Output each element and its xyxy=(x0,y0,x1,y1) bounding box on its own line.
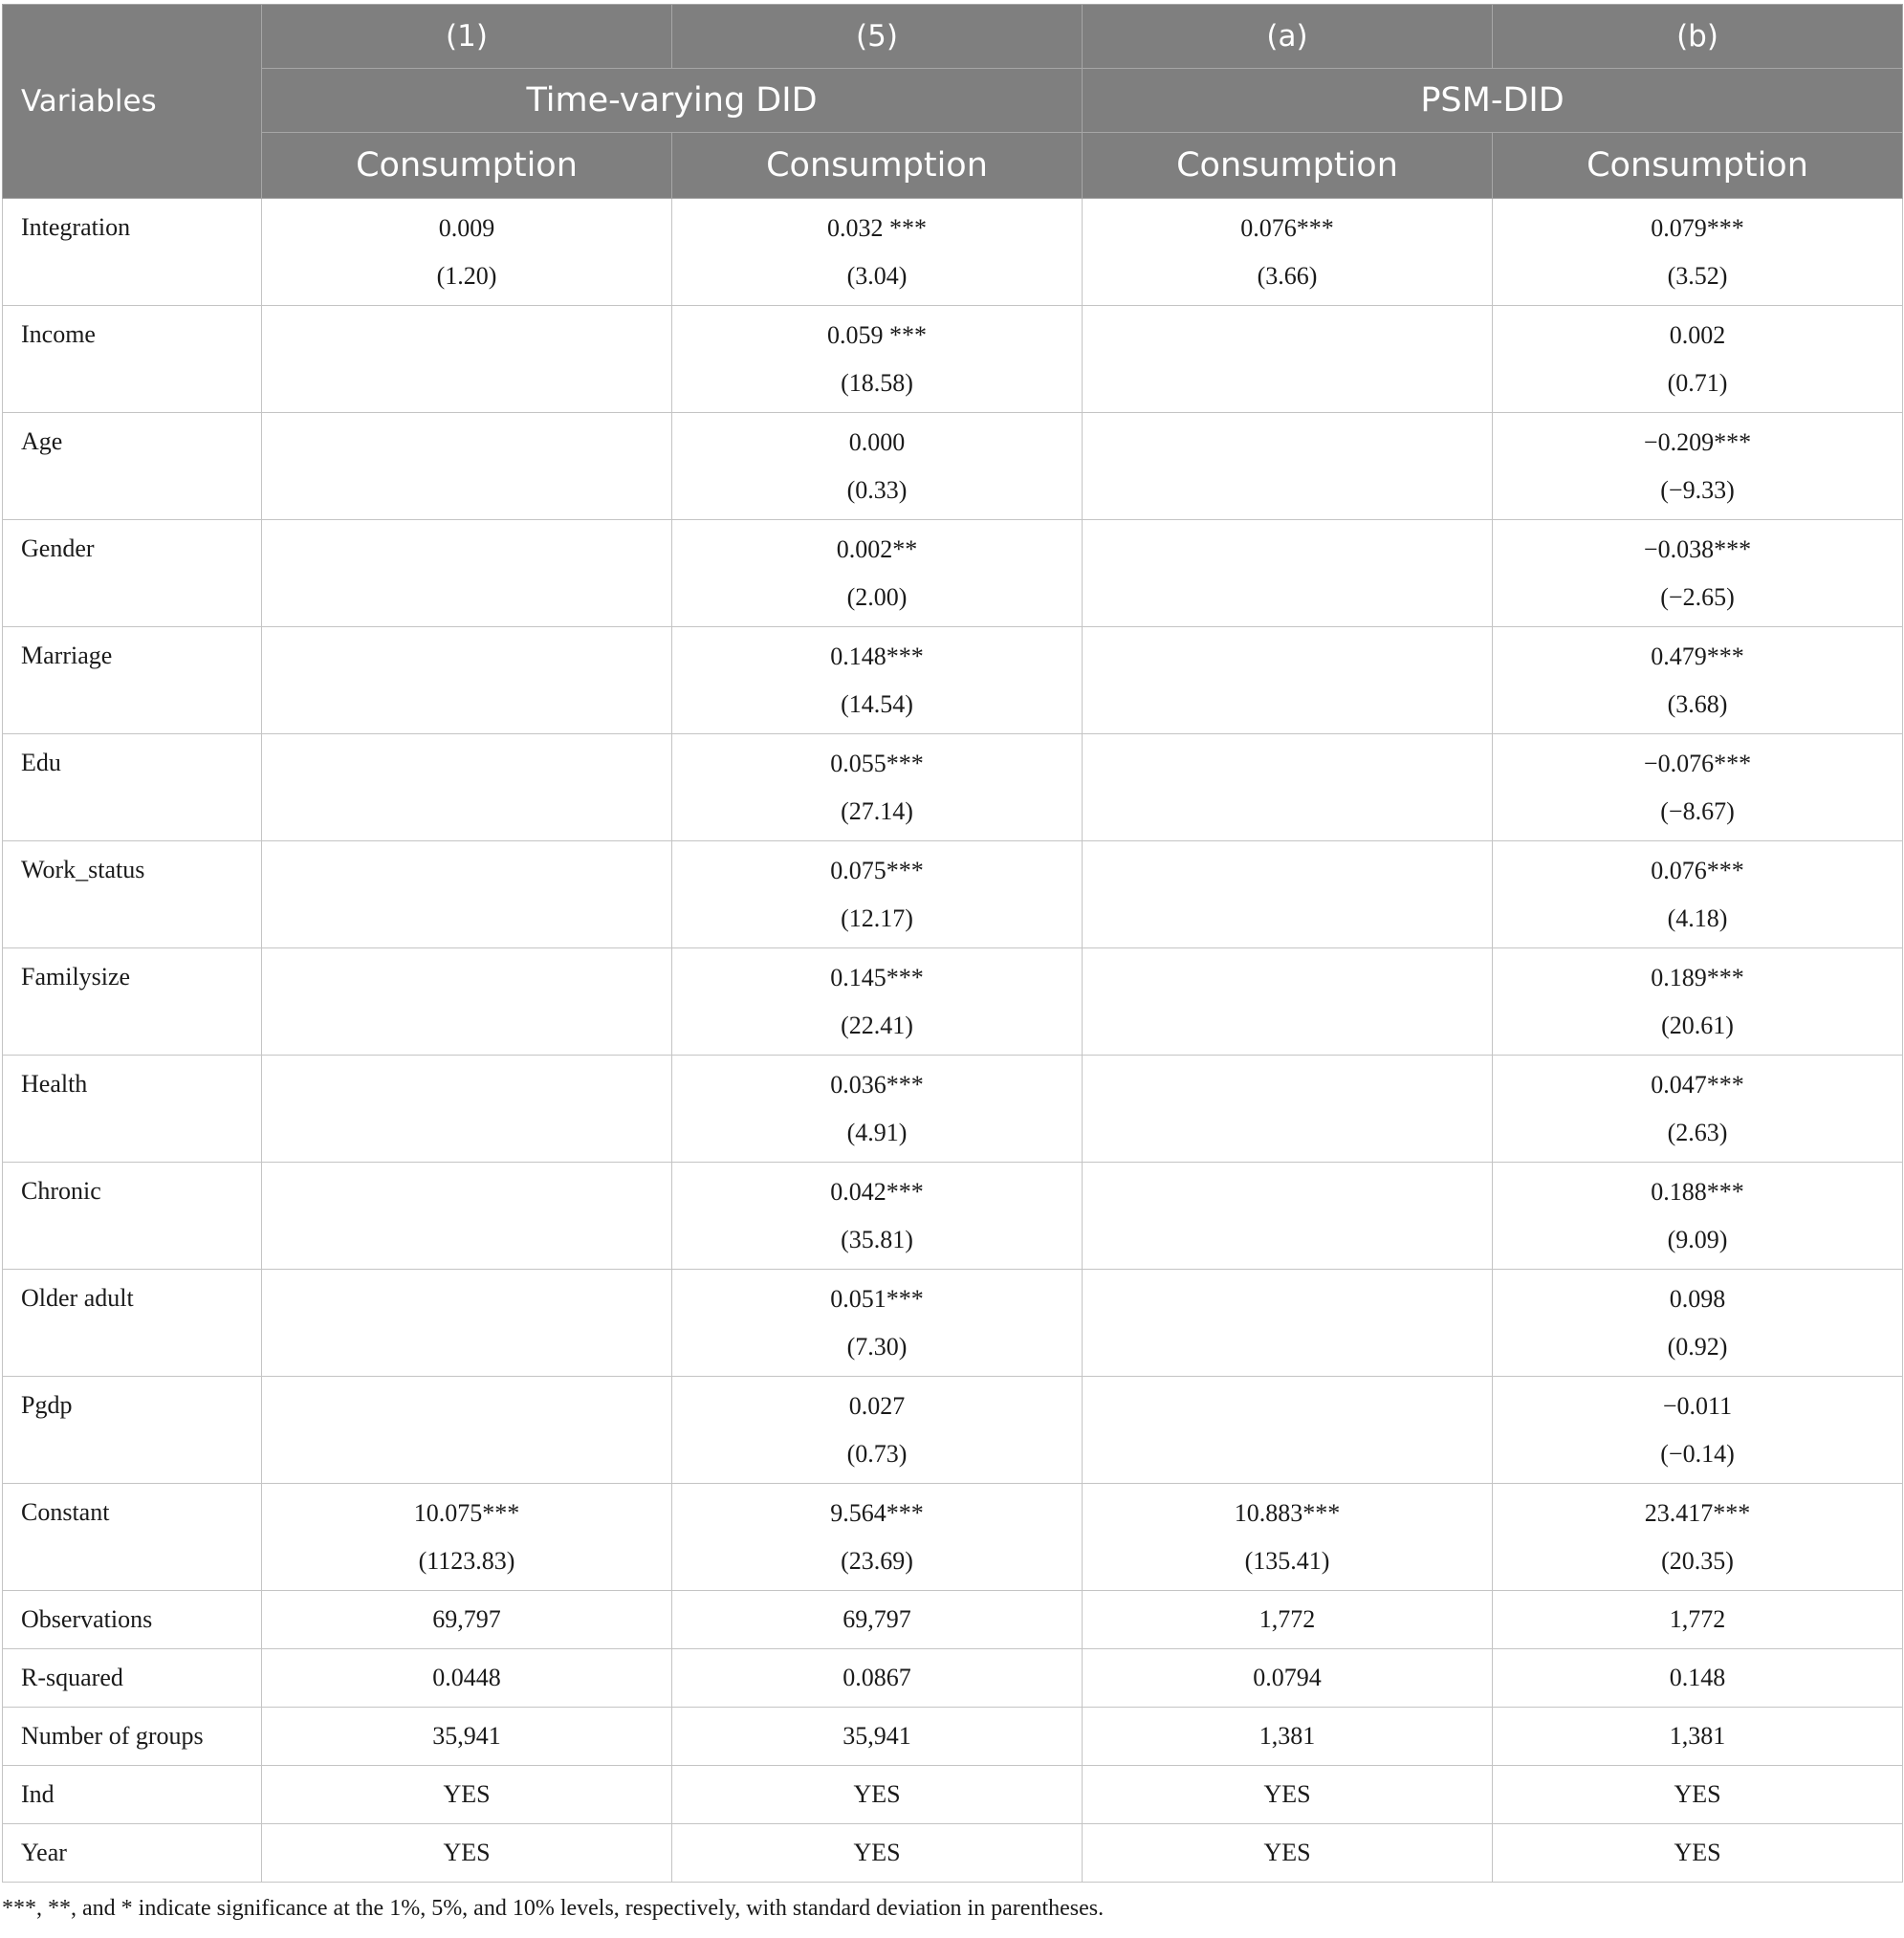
coef-cell xyxy=(1493,199,1903,306)
coefficient: 0.479*** xyxy=(1651,642,1744,670)
coef-cell xyxy=(672,1377,1083,1484)
stat-value: YES xyxy=(1493,1766,1903,1824)
coef-stack xyxy=(1083,1270,1492,1376)
coef-stack xyxy=(672,948,1082,1055)
coef-cell xyxy=(262,1270,672,1377)
variables-header: Variables xyxy=(3,5,262,199)
t-statistic: (18.58) xyxy=(841,368,913,397)
t-statistic: (14.54) xyxy=(841,689,913,718)
coef-cell xyxy=(1493,520,1903,627)
table-row xyxy=(3,627,1903,734)
coefficient: 0.009 xyxy=(438,213,495,242)
coef-cell xyxy=(672,306,1083,413)
row-label: Age xyxy=(3,413,262,520)
coef-cell xyxy=(1083,1270,1493,1377)
stat-value: 1,772 xyxy=(1083,1591,1493,1649)
table-body xyxy=(3,199,1903,1883)
stat-value: YES xyxy=(262,1824,672,1883)
coef-stack xyxy=(1493,1270,1902,1376)
coefficient: 0.047*** xyxy=(1651,1070,1744,1099)
coef-stack xyxy=(262,1056,671,1162)
coef-cell xyxy=(1493,841,1903,948)
coef-stack xyxy=(672,734,1082,840)
coef-cell xyxy=(262,1484,672,1591)
dep-var-b: Consumption xyxy=(1493,133,1903,199)
coef-stack xyxy=(1493,1163,1902,1269)
coefficient: 0.098 xyxy=(1669,1284,1726,1313)
coef-stack xyxy=(1493,841,1902,947)
coefficient: 0.188*** xyxy=(1651,1177,1744,1206)
coef-cell xyxy=(1083,1163,1493,1270)
t-statistic: (27.14) xyxy=(841,796,913,825)
coefficient: 9.564*** xyxy=(830,1498,924,1527)
coef-stack xyxy=(672,1163,1082,1269)
coefficient: 0.075*** xyxy=(830,856,924,884)
coef-cell xyxy=(672,413,1083,520)
row-label: Chronic xyxy=(3,1163,262,1270)
t-statistic: (3.04) xyxy=(846,261,908,290)
coef-cell xyxy=(1083,306,1493,413)
coef-stack xyxy=(1083,1484,1492,1590)
stat-label: Year xyxy=(3,1824,262,1883)
coef-cell xyxy=(1083,841,1493,948)
coef-cell xyxy=(1493,306,1903,413)
stat-label: R-squared xyxy=(3,1649,262,1708)
coef-stack xyxy=(262,1163,671,1269)
t-statistic: (−8.67) xyxy=(1660,796,1735,825)
coef-stack xyxy=(262,1270,671,1376)
coef-stack xyxy=(262,413,671,519)
coef-stack xyxy=(672,306,1082,412)
stat-row xyxy=(3,1708,1903,1766)
coef-stack xyxy=(672,1484,1082,1590)
coef-cell xyxy=(672,199,1083,306)
coef-cell xyxy=(262,841,672,948)
t-statistic: (7.30) xyxy=(846,1332,908,1361)
t-statistic: (0.33) xyxy=(846,475,908,504)
t-statistic: (−9.33) xyxy=(1660,475,1735,504)
coef-cell xyxy=(1493,1163,1903,1270)
coefficient: 0.148*** xyxy=(830,642,924,670)
coef-stack xyxy=(1083,1163,1492,1269)
coefficient: 0.145*** xyxy=(830,963,924,991)
t-statistic: (4.18) xyxy=(1667,904,1728,932)
coef-cell xyxy=(672,1056,1083,1163)
t-statistic: (3.52) xyxy=(1667,261,1728,290)
coef-stack xyxy=(672,1056,1082,1162)
coef-cell xyxy=(672,734,1083,841)
coef-cell xyxy=(1083,1056,1493,1163)
t-statistic: (2.63) xyxy=(1667,1118,1728,1146)
row-label: Edu xyxy=(3,734,262,841)
t-statistic: (23.69) xyxy=(841,1546,913,1575)
coef-stack xyxy=(1493,199,1902,305)
stat-value: YES xyxy=(1493,1824,1903,1883)
row-label: Older adult xyxy=(3,1270,262,1377)
t-statistic: (1123.83) xyxy=(418,1546,515,1575)
coefficient: 0.051*** xyxy=(830,1284,924,1313)
coef-cell xyxy=(262,413,672,520)
coef-cell xyxy=(262,734,672,841)
coef-stack xyxy=(1493,734,1902,840)
dep-var-1: Consumption xyxy=(262,133,672,199)
col-number-b: (b) xyxy=(1493,5,1903,69)
coef-stack xyxy=(1083,306,1492,412)
coefficient: 0.032 *** xyxy=(827,213,927,242)
coef-stack xyxy=(262,841,671,947)
t-statistic: (3.68) xyxy=(1667,689,1728,718)
coef-cell xyxy=(672,948,1083,1056)
t-statistic: (1.20) xyxy=(436,261,497,290)
row-label: Health xyxy=(3,1056,262,1163)
table-row xyxy=(3,1484,1903,1591)
coefficient: 0.076*** xyxy=(1651,856,1744,884)
coef-cell xyxy=(262,199,672,306)
coefficient: 0.036*** xyxy=(830,1070,924,1099)
coefficient: 0.076*** xyxy=(1240,213,1334,242)
stat-value: YES xyxy=(1083,1824,1493,1883)
dep-var-5: Consumption xyxy=(672,133,1083,199)
stat-value: 35,941 xyxy=(262,1708,672,1766)
coef-stack xyxy=(672,1270,1082,1376)
stat-value: 0.0867 xyxy=(672,1649,1083,1708)
coef-stack xyxy=(1083,413,1492,519)
coef-cell xyxy=(672,520,1083,627)
t-statistic: (3.66) xyxy=(1257,261,1318,290)
col-number-1: (1) xyxy=(262,5,672,69)
coef-cell xyxy=(1493,1270,1903,1377)
stat-value: 1,381 xyxy=(1083,1708,1493,1766)
stat-value: 0.0794 xyxy=(1083,1649,1493,1708)
t-statistic: (22.41) xyxy=(841,1011,913,1039)
table-row xyxy=(3,413,1903,520)
coef-stack xyxy=(1493,1056,1902,1162)
row-label: Pgdp xyxy=(3,1377,262,1484)
coef-stack xyxy=(1083,1056,1492,1162)
coef-stack xyxy=(1493,1484,1902,1590)
coef-stack xyxy=(1493,1377,1902,1483)
row-label: Income xyxy=(3,306,262,413)
coef-cell xyxy=(672,627,1083,734)
coef-cell xyxy=(672,841,1083,948)
table-row xyxy=(3,199,1903,306)
row-label: Gender xyxy=(3,520,262,627)
coefficient: 0.002 xyxy=(1669,320,1726,349)
coef-stack xyxy=(262,948,671,1055)
t-statistic: (4.91) xyxy=(846,1118,908,1146)
t-statistic: (20.35) xyxy=(1661,1546,1734,1575)
regression-table xyxy=(2,4,1903,1883)
row-label: Integration xyxy=(3,199,262,306)
coef-cell xyxy=(1083,413,1493,520)
coef-cell xyxy=(1083,1377,1493,1484)
coef-stack xyxy=(1083,520,1492,626)
stat-value: YES xyxy=(672,1766,1083,1824)
stat-value: 1,772 xyxy=(1493,1591,1903,1649)
stat-value: YES xyxy=(672,1824,1083,1883)
dep-var-a: Consumption xyxy=(1083,133,1493,199)
stat-label: Number of groups xyxy=(3,1708,262,1766)
coefficient: 0.079*** xyxy=(1651,213,1744,242)
stat-value: 0.148 xyxy=(1493,1649,1903,1708)
t-statistic: (−2.65) xyxy=(1660,582,1735,611)
coefficient: 0.042*** xyxy=(830,1177,924,1206)
coef-stack xyxy=(1083,841,1492,947)
coef-stack xyxy=(262,520,671,626)
coef-cell xyxy=(1493,1056,1903,1163)
coef-stack xyxy=(1493,413,1902,519)
coef-cell xyxy=(1493,734,1903,841)
coef-cell xyxy=(262,627,672,734)
row-label: Constant xyxy=(3,1484,262,1591)
coef-stack xyxy=(1083,1377,1492,1483)
table-header xyxy=(3,5,1903,199)
row-label: Work_status xyxy=(3,841,262,948)
coef-stack xyxy=(672,520,1082,626)
stat-row xyxy=(3,1766,1903,1824)
coef-stack xyxy=(672,627,1082,733)
coef-stack xyxy=(1493,520,1902,626)
coef-cell xyxy=(262,1056,672,1163)
t-statistic: (135.41) xyxy=(1244,1546,1330,1575)
table-row xyxy=(3,734,1903,841)
coef-cell xyxy=(262,520,672,627)
t-statistic: (9.09) xyxy=(1667,1225,1728,1253)
coefficient: 0.059 *** xyxy=(827,320,927,349)
coefficient: 0.055*** xyxy=(830,749,924,777)
coef-stack xyxy=(262,306,671,412)
coef-cell xyxy=(1083,734,1493,841)
coef-stack xyxy=(262,199,671,305)
table-row xyxy=(3,520,1903,627)
coefficient: 10.883*** xyxy=(1234,1498,1341,1527)
coef-stack xyxy=(262,1377,671,1483)
t-statistic: (0.92) xyxy=(1667,1332,1728,1361)
table-row xyxy=(3,306,1903,413)
stat-value: YES xyxy=(1083,1766,1493,1824)
coef-cell xyxy=(1083,948,1493,1056)
table-row xyxy=(3,841,1903,948)
coef-stack xyxy=(1493,306,1902,412)
table-row xyxy=(3,1056,1903,1163)
coef-cell xyxy=(1493,948,1903,1056)
coef-cell xyxy=(262,948,672,1056)
row-label: Marriage xyxy=(3,627,262,734)
stat-row xyxy=(3,1824,1903,1883)
coef-cell xyxy=(1083,199,1493,306)
stat-value: YES xyxy=(262,1766,672,1824)
coef-cell xyxy=(262,306,672,413)
coef-cell xyxy=(1083,627,1493,734)
coefficient: 0.000 xyxy=(848,427,906,456)
coefficient: 10.075*** xyxy=(413,1498,520,1527)
coef-cell xyxy=(1083,520,1493,627)
stat-value: 0.0448 xyxy=(262,1649,672,1708)
t-statistic: (0.73) xyxy=(846,1439,908,1468)
coef-stack xyxy=(672,199,1082,305)
col-number-a: (a) xyxy=(1083,5,1493,69)
coefficient: −0.038*** xyxy=(1643,534,1752,563)
table-footnote: ***, **, and * indicate significance at the 1%, 5%, and 10% levels, respectively, with standard deviation in parentheses. xyxy=(2,1896,1105,1921)
coef-cell xyxy=(1493,1484,1903,1591)
t-statistic: (12.17) xyxy=(841,904,913,932)
coef-stack xyxy=(262,627,671,733)
coefficient: −0.209*** xyxy=(1643,427,1752,456)
coefficient: −0.076*** xyxy=(1643,749,1752,777)
t-statistic: (0.71) xyxy=(1667,368,1728,397)
table-row xyxy=(3,1163,1903,1270)
coef-cell xyxy=(1493,627,1903,734)
t-statistic: (35.81) xyxy=(841,1225,913,1253)
coef-cell xyxy=(1083,1484,1493,1591)
coef-stack xyxy=(672,841,1082,947)
t-statistic: (2.00) xyxy=(846,582,908,611)
coefficient: 0.189*** xyxy=(1651,963,1744,991)
col-number-5: (5) xyxy=(672,5,1083,69)
coef-cell xyxy=(262,1377,672,1484)
coef-stack xyxy=(672,1377,1082,1483)
t-statistic: (−0.14) xyxy=(1660,1439,1735,1468)
coef-cell xyxy=(1493,1377,1903,1484)
table-row xyxy=(3,1270,1903,1377)
stat-value: 69,797 xyxy=(262,1591,672,1649)
regression-table-container xyxy=(2,4,1901,1883)
coef-stack xyxy=(1083,199,1492,305)
coef-cell xyxy=(672,1163,1083,1270)
stat-value: 35,941 xyxy=(672,1708,1083,1766)
stat-value: 69,797 xyxy=(672,1591,1083,1649)
stat-row xyxy=(3,1591,1903,1649)
table-row xyxy=(3,948,1903,1056)
group-psm-did: PSM-DID xyxy=(1083,69,1903,133)
coef-stack xyxy=(672,413,1082,519)
coef-cell xyxy=(672,1484,1083,1591)
coef-cell xyxy=(1493,413,1903,520)
coefficient: 0.002** xyxy=(836,534,918,563)
coef-stack xyxy=(1083,948,1492,1055)
coef-stack xyxy=(1083,627,1492,733)
stat-label: Observations xyxy=(3,1591,262,1649)
coef-stack xyxy=(262,734,671,840)
t-statistic: (20.61) xyxy=(1661,1011,1734,1039)
stat-row xyxy=(3,1649,1903,1708)
coef-stack xyxy=(262,1484,671,1590)
coef-cell xyxy=(262,1163,672,1270)
coefficient: 23.417*** xyxy=(1644,1498,1751,1527)
coef-cell xyxy=(672,1270,1083,1377)
stat-value: 1,381 xyxy=(1493,1708,1903,1766)
coefficient: −0.011 xyxy=(1662,1391,1733,1420)
stat-label: Ind xyxy=(3,1766,262,1824)
coefficient: 0.027 xyxy=(848,1391,906,1420)
coef-stack xyxy=(1493,627,1902,733)
table-row xyxy=(3,1377,1903,1484)
row-label: Familysize xyxy=(3,948,262,1056)
coef-stack xyxy=(1083,734,1492,840)
group-time-varying-did: Time-varying DID xyxy=(262,69,1083,133)
coef-stack xyxy=(1493,948,1902,1055)
